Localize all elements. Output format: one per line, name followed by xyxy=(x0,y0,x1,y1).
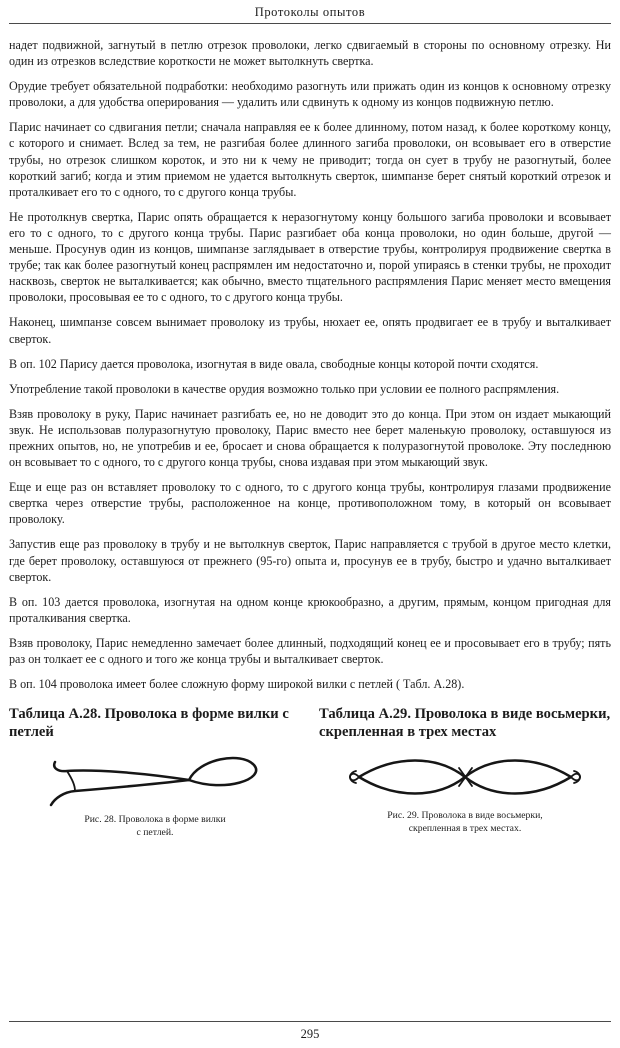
wire-figure-eight-drawing xyxy=(343,749,587,805)
table-a28-heading: Таблица А.28. Проволока в форме вилки с петлей xyxy=(9,706,289,741)
wire-fork-with-loop-drawing xyxy=(39,749,271,809)
page-body xyxy=(9,24,611,840)
paragraph: Употребление такой проволоки в качестве орудия возможно только при условии ее полного распрямления. xyxy=(9,381,560,396)
paragraph: Парис начинает со сдвигания петли; сначала направляя ее к более длинному, потом назад, к более короткому концу, с которого и снимает. Вслед за тем, не разгибая более длинного загиба проволоки, он всовывает его в отверстие трубы, но отрезок слишком короток, и это ни к чему не приводит; тогда он сует в трубу не разогнутый, более короткий загиб; когда и этим приемом не удается вытолкнуть сверток, шимпанзе берет снятый короткий отрезок и проталкивает его то с одного, то с другого конца трубы. xyxy=(9,120,611,199)
figure-28 xyxy=(9,749,301,839)
figure-28-caption-line1: Рис. 28. Проволока в форме вилки xyxy=(84,814,226,826)
paragraph: Наконец, шимпанзе совсем вынимает проволоку из трубы, нюхает ее, опять продвигает ее в трубу и выталкивает сверток. xyxy=(9,315,611,346)
paragraph: Запустив еще раз проволоку в трубу и не вытолкнув сверток, Парис направляется с трубой в другое место клетки, где берет проволоку, оставшуюся от прежнего (95-го) опыта и, просунув ее в трубу, быстро и удачно выталкивает сверток. xyxy=(9,537,611,584)
figure-28-caption-line2: с петлей. xyxy=(136,826,174,838)
page-footer xyxy=(9,1018,611,1042)
paragraph: В оп. 103 дается проволока, изогнутая на одном конце крюкообразно, а другим, прямым, концом пригодная для проталкивания свертка. xyxy=(9,594,611,625)
paragraph: В оп. 102 Парису дается проволока, изогнутая в виде овала, свободные концы которой почти сходятся. xyxy=(9,356,539,371)
paragraph: Не протолкнув свертка, Парис опять обращается к неразогнутому концу большого загиба проволоки и всовывает его то с одного, то с другого конца трубы. Парис разгибает оба конца проволоки, но один больше, другой — меньше. Просунув один из концов, шимпанзе заглядывает в отверстие трубы, контролируя продвижение свертка в трубе; так как более разогнутый конец распрямлен им недостаточно и, порой упираясь в стенки трубы, не проходит насквозь, сверток не выталкивается; как обычно, вместо тщательного распрямления Парис меняет место вмещения проволоки, просовывая ее то с одного, то с другого конца трубы. xyxy=(9,209,611,305)
paragraph: Орудие требует обязательной подработки: необходимо разогнуть или прижать один из концов к основному отрезку проволоки, а для удобства оперирования — удалить или сдвинуть к одному из концов подвижную петлю. xyxy=(9,79,611,110)
figure-29-caption-line1: Рис. 29. Проволока в виде восьмерки, xyxy=(387,810,543,822)
table-a28 xyxy=(9,705,301,839)
page-header xyxy=(9,5,611,24)
paragraph: В оп. 104 проволока имеет более сложную форму широкой вилки с петлей ( Табл. А.28). xyxy=(9,677,465,692)
figure-29-caption-line2: скрепленная в трех местах. xyxy=(408,822,522,834)
paragraph: Взяв проволоку в руку, Парис начинает разгибать ее, но не доводит это до конца. При этом он издает мыкающий звук. Не использовав полуразогнутую проволоку, Парис вместо нее берет маленькую проволоку, оставшуюся из прежних опытов, но, не употребив и ее, бросает и снова обращается к полуразогнутой проволоке. Эту последнюю он всовывает то с одного, то с другого конца трубы, снова издавая при этом мыкающий звук. xyxy=(9,406,611,470)
tables-section xyxy=(9,705,611,839)
table-a29-heading: Таблица А.29. Проволока в виде восьмерки, скрепленная в трех местах xyxy=(319,706,611,741)
figure-28-caption xyxy=(9,814,301,839)
page-number: 295 xyxy=(300,1027,320,1041)
footer-rule xyxy=(9,1021,611,1022)
paragraph: Взяв проволоку, Парис немедленно замечает более длинный, подходящий конец ее и просовывает его в трубу; пять раз он толкает ее с одного и того же конца трубы и выталкивает сверток. xyxy=(9,635,611,666)
paragraph: надет подвижной, загнутый в петлю отрезок проволоки, легко сдвигаемый в стороны по основному отрезку. Ни один из отрезков вследствие короткости не может вытолкнуть свертка. xyxy=(9,38,611,69)
figure-29-caption xyxy=(319,810,611,835)
table-a29 xyxy=(319,705,611,839)
paragraph: Еще и еще раз он вставляет проволоку то с одного, то с другого конца трубы, контролируя глазами продвижение свертка через отверстие трубы, расположенное на конце, противоположном тому, в который он всовывает проволоку. xyxy=(9,480,611,527)
figure-29 xyxy=(319,749,611,835)
running-title: Протоколы опытов xyxy=(254,5,366,19)
